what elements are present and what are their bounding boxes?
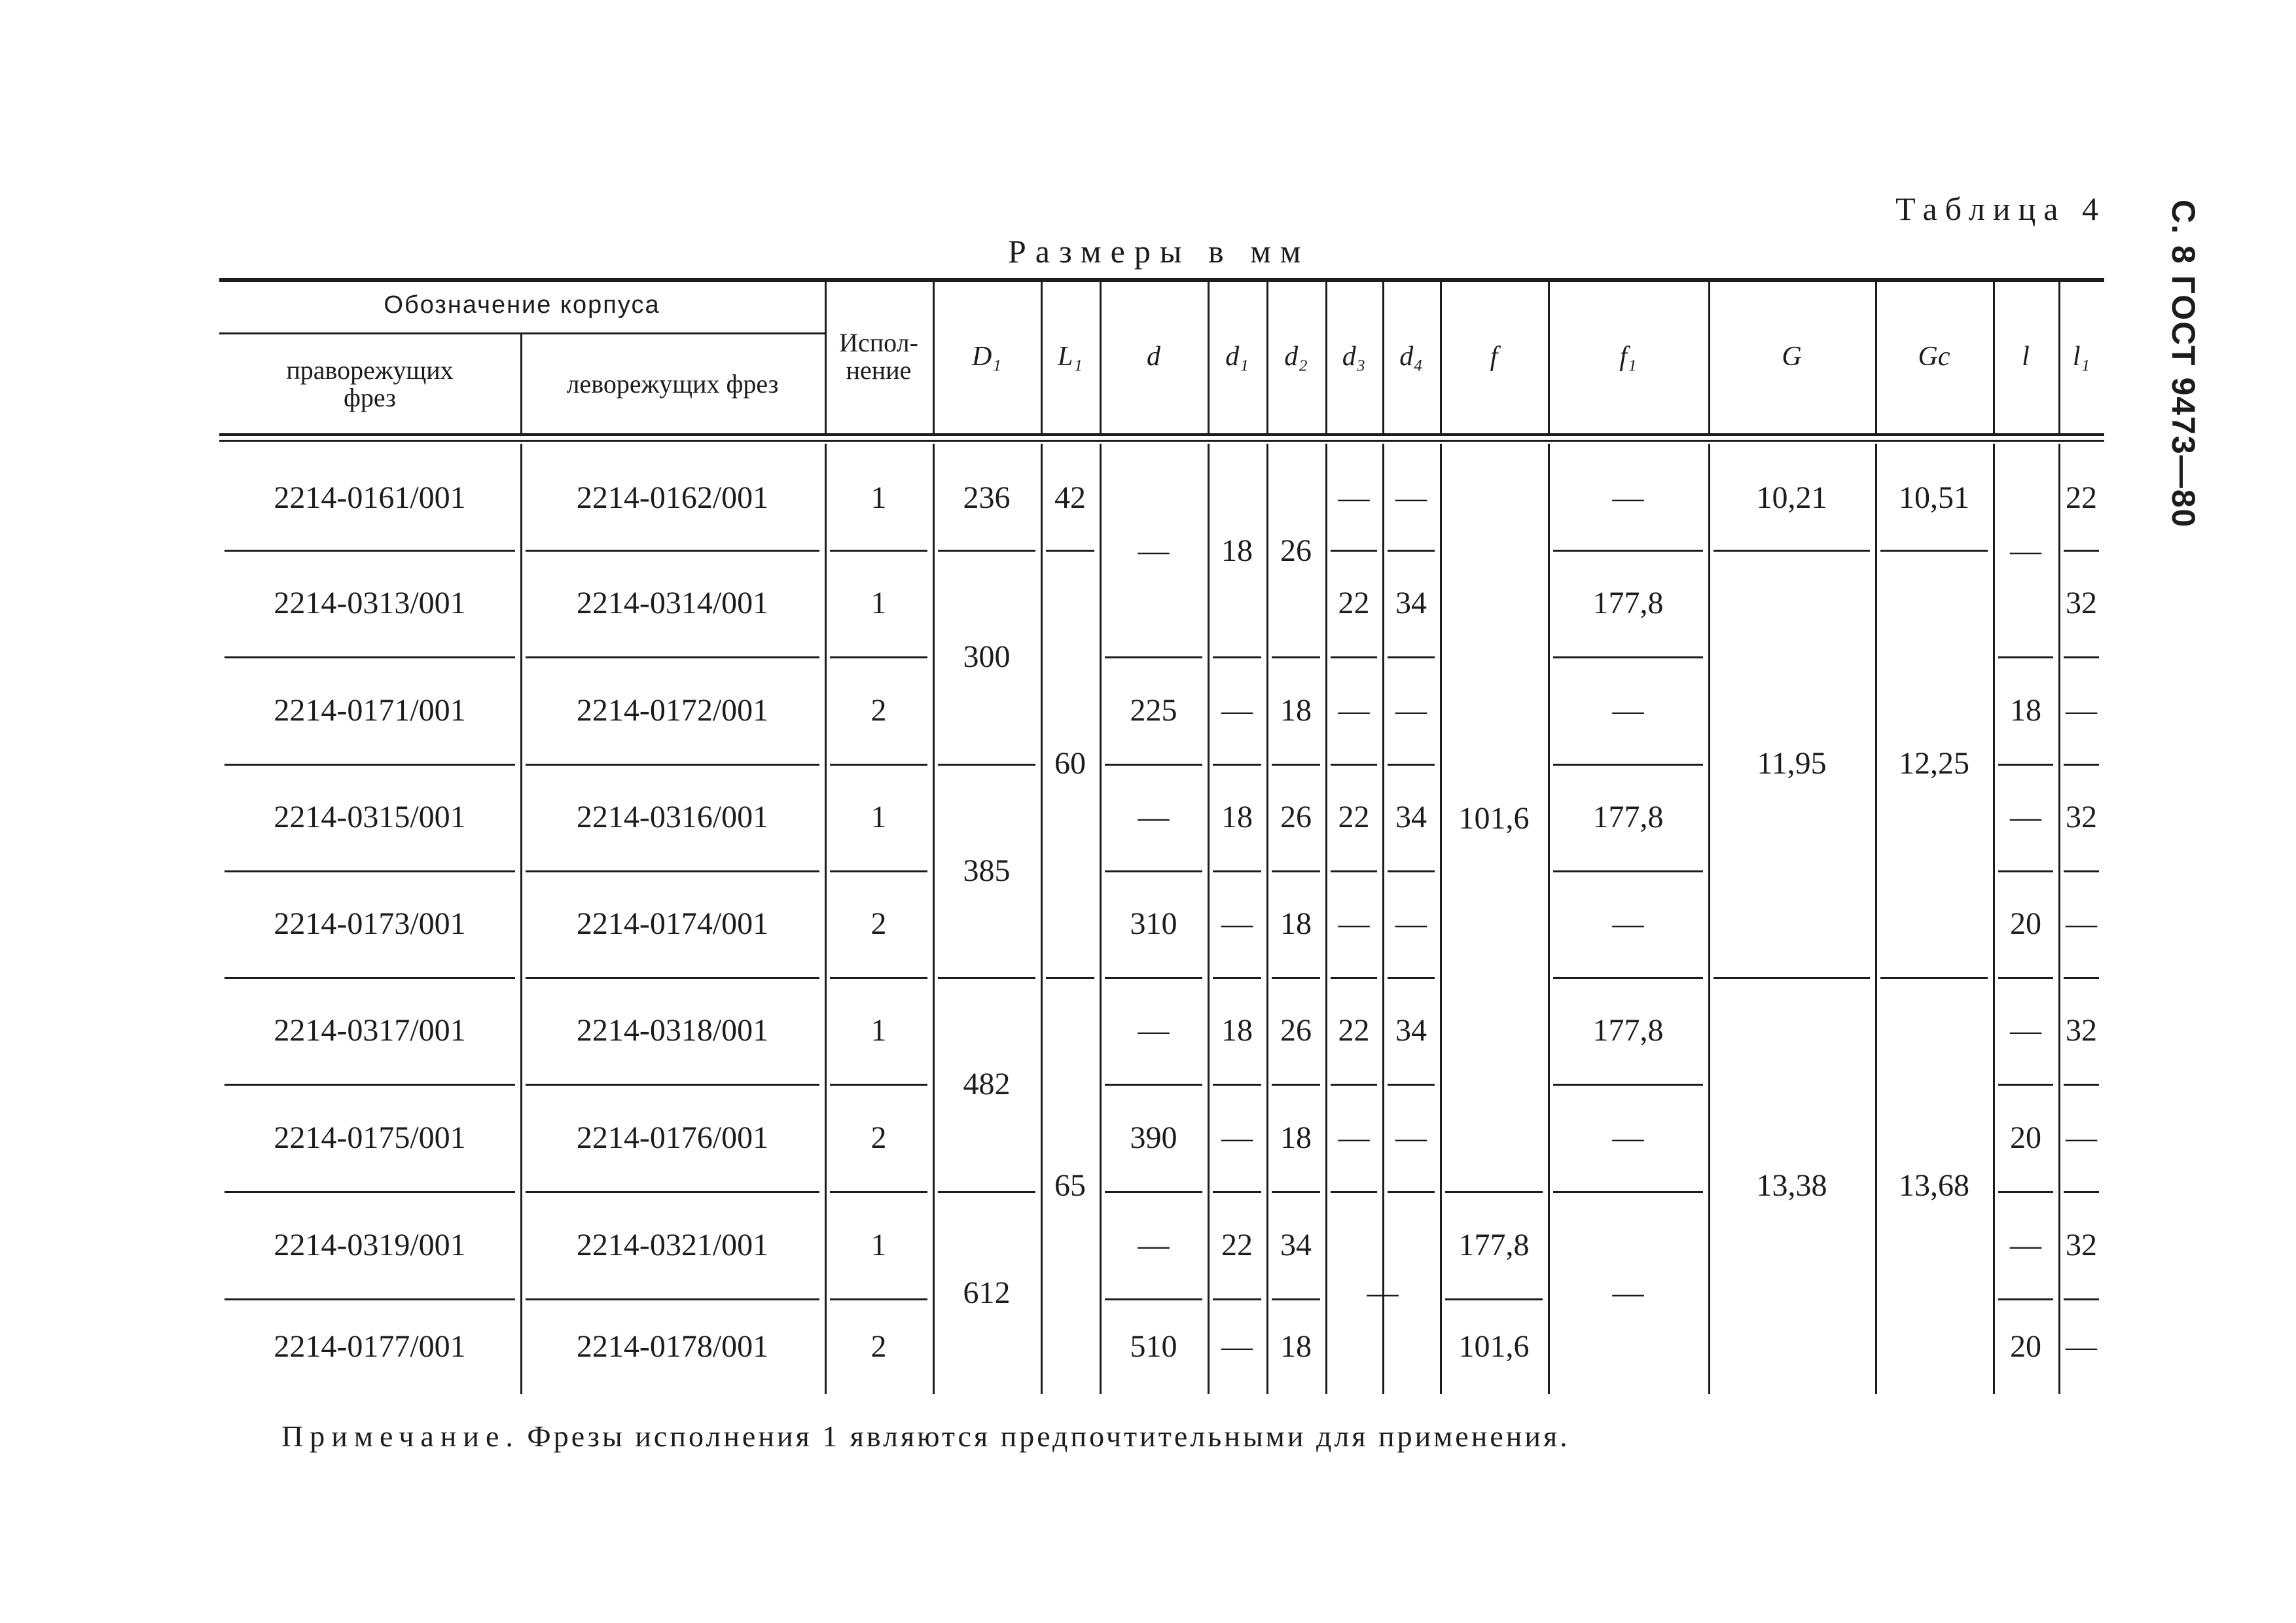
cell-l1: 32 [2066,1013,2097,1048]
cell-d3: — [1338,1120,1370,1155]
row-rule [1213,1084,1261,1086]
row-rule [1213,1191,1261,1193]
cell-d2-merged: 26 [1280,533,1312,568]
cell-d2: 18 [1280,1329,1312,1364]
cell-l1: — [2066,906,2097,941]
row-rule [1998,1298,2053,1300]
cell-isp: 2 [870,1329,887,1364]
cell-right: 2214-0171/001 [274,692,466,728]
cell-d-merged: — [1138,533,1170,568]
cell-d: 310 [1130,906,1177,941]
row-rule [1105,870,1202,872]
cell-d2: 18 [1280,692,1312,728]
cell-l: 20 [2010,906,2041,941]
cell-d3-d4-merged: — [1367,1275,1399,1310]
row-rule [1553,764,1703,766]
row-rule [1553,656,1703,658]
cell-d4: 34 [1395,800,1427,834]
cell-isp: 1 [870,1227,887,1262]
row-rule [1713,977,1870,979]
cell-d1: — [1221,906,1253,941]
cell-d1-merged: 612 [963,1275,1011,1310]
row-rule [1105,656,1202,658]
cell-isp: 2 [870,1120,887,1155]
cell-d4: — [1395,906,1427,941]
cell-g-merged: 13,38 [1756,1168,1827,1203]
cell-l1: — [2066,1329,2097,1364]
note-text: Фрезы исполнения 1 являются предпочтительными для применения. [527,1419,1570,1453]
header-left-cutting: леворежущих фрез [566,368,779,399]
cell-d4: — [1395,480,1427,515]
cell-isp: 1 [870,586,887,620]
row-rule [938,764,1035,766]
cell-left: 2214-0316/001 [576,800,769,834]
cell-l-merged: 18 [2010,692,2041,728]
row-rule [1105,977,1202,979]
row-rule [1445,1191,1543,1193]
cell-d4: 34 [1395,1013,1427,1048]
row-rule [1105,1084,1202,1086]
cell-d1: — [1221,1329,1253,1364]
cell-d4: 34 [1395,586,1427,620]
table-caption: Таблица 4 [1895,190,2106,227]
cell-l1-merged: 65 [1054,1168,1086,1203]
row-rule [1553,1191,1703,1193]
row-rule [1998,764,2053,766]
cell-l1: 22 [2066,480,2097,515]
cell-f1: 177,8 [1592,1013,1664,1048]
cell-d1-merged: 385 [963,853,1011,888]
row-rule [938,977,1035,979]
cell-isp: 2 [870,906,887,941]
header-rule [219,440,2104,442]
cell-d4: — [1395,692,1427,728]
cell-right: 2214-0161/001 [274,480,466,515]
row-rule [1105,764,1202,766]
cell-right: 2214-0315/001 [274,800,466,834]
cell-left: 2214-0321/001 [576,1227,769,1262]
cell-f1-merged: — [1612,1275,1644,1310]
cell-d1: 22 [1221,1227,1253,1262]
row-rule [938,1191,1035,1193]
cell-d1-merged: 482 [963,1067,1011,1101]
cell-l: 20 [2010,1120,2041,1155]
table-units: Размеры в мм [1008,233,1310,270]
row-rule [938,550,1035,552]
cell-isp: 1 [870,1013,887,1048]
cell-g-merged: 10,21 [1756,480,1827,515]
cell-d4: — [1395,1120,1427,1155]
row-rule [1105,1298,1202,1300]
cell-left: 2214-0162/001 [576,480,769,515]
header-execution: Испол-нение [839,328,918,385]
row-rule [1272,1084,1320,1086]
note-lead: Примечание. [281,1419,520,1453]
row-rule [1553,870,1703,872]
row-rule [1713,550,1870,552]
cell-right: 2214-0173/001 [274,906,466,941]
cell-f1: — [1612,692,1644,728]
cell-l1-merged: 42 [1054,480,1086,515]
cell-f1: — [1612,480,1644,515]
header-d1: d₁ [1225,341,1249,372]
row-rule [1553,1084,1703,1086]
row-rule [1272,977,1320,979]
cell-left: 2214-0318/001 [576,1013,769,1048]
row-rule [1272,1191,1320,1193]
cell-d1-merged: 236 [963,480,1011,515]
cell-l1-merged: 60 [1054,746,1086,781]
cell-left: 2214-0172/001 [576,692,769,728]
cell-d1: — [1221,692,1253,728]
header-f: f [1490,341,1498,372]
cell-f: 101,6 [1458,1329,1530,1364]
cell-right: 2214-0313/001 [274,586,466,620]
cell-d1-merged: 300 [963,639,1011,674]
cell-d3: 22 [1338,800,1370,834]
cell-l-merged: — [2010,533,2041,568]
row-rule [1998,870,2053,872]
cell-l1: 32 [2066,800,2097,834]
header-right-cutting: праворежущих фрез [286,355,454,412]
cell-isp: 1 [870,480,887,515]
row-rule [1213,870,1261,872]
cell-l: — [2010,1013,2041,1048]
cell-d1-merged: 18 [1221,533,1253,568]
cell-d: 510 [1130,1329,1177,1364]
cell-d2: 34 [1280,1227,1312,1262]
cell-right: 2214-0319/001 [274,1227,466,1262]
cell-gc-merged: 10,51 [1899,480,1969,515]
row-rule [1880,977,1988,979]
cell-d2: 26 [1280,800,1312,834]
cell-d3: — [1338,692,1370,728]
cell-d: — [1138,800,1170,834]
header-d1: D₁ [972,341,1001,372]
row-rule [1998,977,2053,979]
row-rule [1272,1298,1320,1300]
header-f1: f₁ [1619,341,1637,372]
cell-left: 2214-0178/001 [576,1329,769,1364]
table-note [281,1419,1570,1454]
cell-d2: 18 [1280,1120,1312,1155]
row-rule [1272,764,1320,766]
cell-left: 2214-0176/001 [576,1120,769,1155]
cell-d3: 22 [1338,586,1370,620]
cell-d: 390 [1130,1120,1177,1155]
cell-right: 2214-0175/001 [274,1120,466,1155]
cell-isp: 1 [870,800,887,834]
cell-isp: 2 [870,692,887,728]
cell-gc-merged: 12,25 [1899,746,1969,781]
cell-d3: — [1338,906,1370,941]
header-l: l [2022,341,2030,372]
cell-d3: 22 [1338,1013,1370,1048]
page-header: С. 8 ГОСТ 9473—80 [2165,200,2202,529]
row-rule [1213,1298,1261,1300]
cell-d1: 18 [1221,800,1253,834]
cell-d3: — [1338,480,1370,515]
cell-g-merged: 11,95 [1757,746,1827,781]
cell-l: 20 [2010,1329,2041,1364]
cell-gc-merged: 13,68 [1899,1168,1969,1203]
header-gc: Gс [1918,341,1950,372]
cell-l1: — [2066,692,2097,728]
row-rule [1998,1084,2053,1086]
cell-l: — [2010,800,2041,834]
row-rule [1998,656,2053,658]
row-rule [1213,656,1261,658]
row-rule [1105,1191,1202,1193]
header-d3: d₃ [1342,341,1366,372]
cell-d: — [1138,1227,1170,1262]
cell-d: — [1138,1013,1170,1048]
cell-d2: 26 [1280,1013,1312,1048]
row-rule [1046,977,1094,979]
cell-l1: 32 [2066,586,2097,620]
cell-f1: — [1612,1120,1644,1155]
header-d4: d₄ [1399,341,1423,372]
cell-f1: — [1612,906,1644,941]
row-rule [1553,550,1703,552]
cell-left: 2214-0314/001 [576,586,769,620]
row-rule [1553,977,1703,979]
cell-f1: 177,8 [1592,800,1664,834]
cell-right: 2214-0317/001 [274,1013,466,1048]
cell-l1: — [2066,1120,2097,1155]
cell-l: — [2010,1227,2041,1262]
row-rule [1046,550,1094,552]
row-rule [1880,550,1988,552]
cell-f: 177,8 [1458,1227,1530,1262]
cell-f-merged: 101,6 [1458,800,1530,836]
row-rule [1213,764,1261,766]
cell-d2: 18 [1280,906,1312,941]
cell-l1: 32 [2066,1227,2097,1262]
row-rule [1998,1191,2053,1193]
cell-d1: 18 [1221,1013,1253,1048]
cell-right: 2214-0177/001 [274,1329,466,1364]
row-rule [1213,977,1261,979]
cell-d: 225 [1130,692,1177,728]
header-g: G [1782,341,1802,372]
header-d2: d₂ [1284,341,1308,372]
header-l1: L₁ [1058,341,1083,372]
group-header: Обозначение корпуса [384,291,660,319]
row-rule [1272,870,1320,872]
header-l1: l₁ [2072,341,2090,372]
header-d: d [1147,341,1160,372]
cell-d1: — [1221,1120,1253,1155]
row-rule [1272,656,1320,658]
cell-left: 2214-0174/001 [576,906,769,941]
row-rule [1388,1191,1435,1193]
row-rule [1445,1298,1543,1300]
cell-f1: 177,8 [1592,586,1664,620]
